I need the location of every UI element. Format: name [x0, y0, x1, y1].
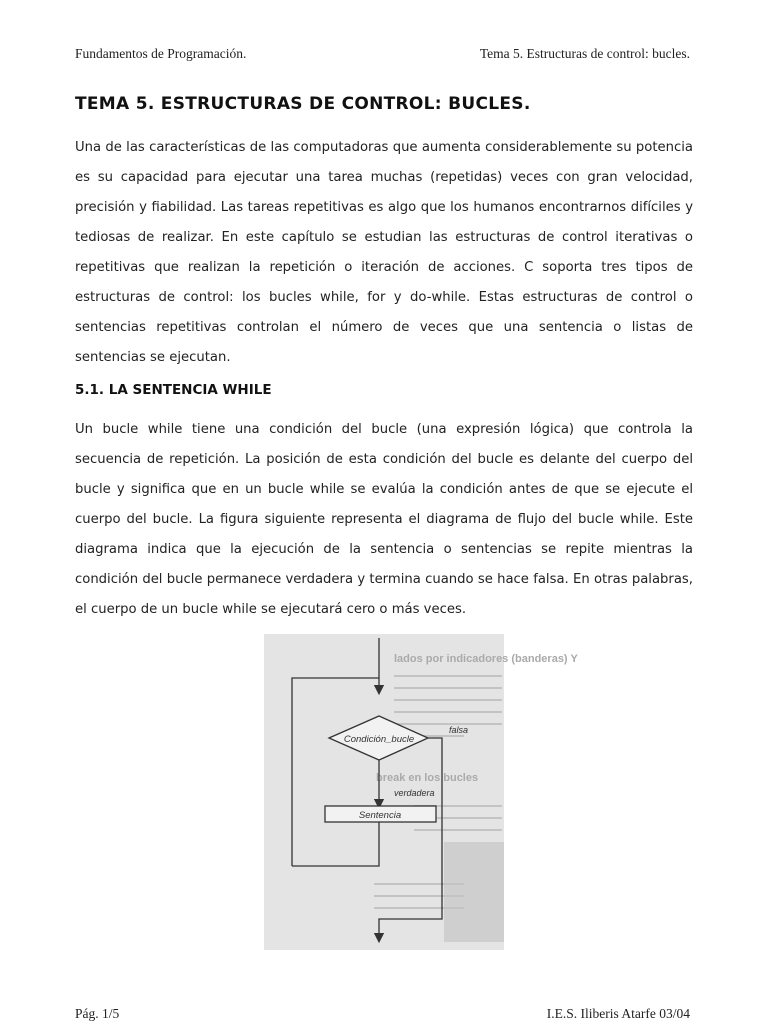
- intro-paragraph: Una de las características de las computadoras que aumenta considerablemente su potencia es su capacidad para ejecutar una tarea muchas (repetidas) veces con gran velocidad, precisión y fiabilidad. Las tareas repetitivas es algo que los humanos encontrarnos difíciles y tediosas de realizar. En este capítulo se estudian las estructuras de control iterativas o repetitivas que realizan la repetición o iteración de acciones. C soporta tres tipos de estructuras de control: los bucles while, for y do-while. Estas estructuras de control o sentencias repetitivas controlan el número de veces que una sentencia o listas de sentencias se ejecutan.: [75, 140, 693, 365]
- header-left: Fundamentos de Programación.: [75, 46, 247, 61]
- footer-page-number: Pág. 1/5: [75, 1006, 120, 1021]
- true-label: verdadera: [394, 788, 435, 798]
- while-paragraph: Un bucle while tiene una condición del bucle (una expresión lógica) que controla la secuencia de repetición. La posición de esta condición del bucle es delante del cuerpo del bucle y significa que en un bucle while se evalúa la condición antes de que se ejecute el cuerpo del bucle. La figura siguiente representa el diagrama de flujo del bucle while. Este diagrama indica que la ejecución de la sentencia o sentencias se repite mientras la condición del bucle permanece verdadera y termina cuando se hace falsa. En otras palabras, el cuerpo de un bucle while se ejecutará cero o más veces.: [75, 422, 693, 617]
- page-title: TEMA 5. ESTRUCTURAS DE CONTROL: BUCLES.: [75, 94, 531, 114]
- section-heading: 5.1. LA SENTENCIA WHILE: [75, 382, 272, 398]
- false-label: falsa: [449, 725, 469, 735]
- bg-text-heading-1: lados por indicadores (banderas) Y: [394, 653, 578, 665]
- statement-label: Sentencia: [358, 810, 402, 821]
- while-flowchart-figure: [264, 634, 578, 950]
- condition-label: Condición_bucle: [343, 734, 415, 745]
- header-right: Tema 5. Estructuras de control: bucles.: [479, 46, 690, 61]
- bg-text-heading-2: break en los bucles: [376, 772, 479, 784]
- footer-institution: I.E.S. Iliberis Atarfe 03/04: [546, 1006, 690, 1021]
- flowchart-svg: [264, 634, 578, 950]
- scan-shadow-block: [444, 842, 504, 942]
